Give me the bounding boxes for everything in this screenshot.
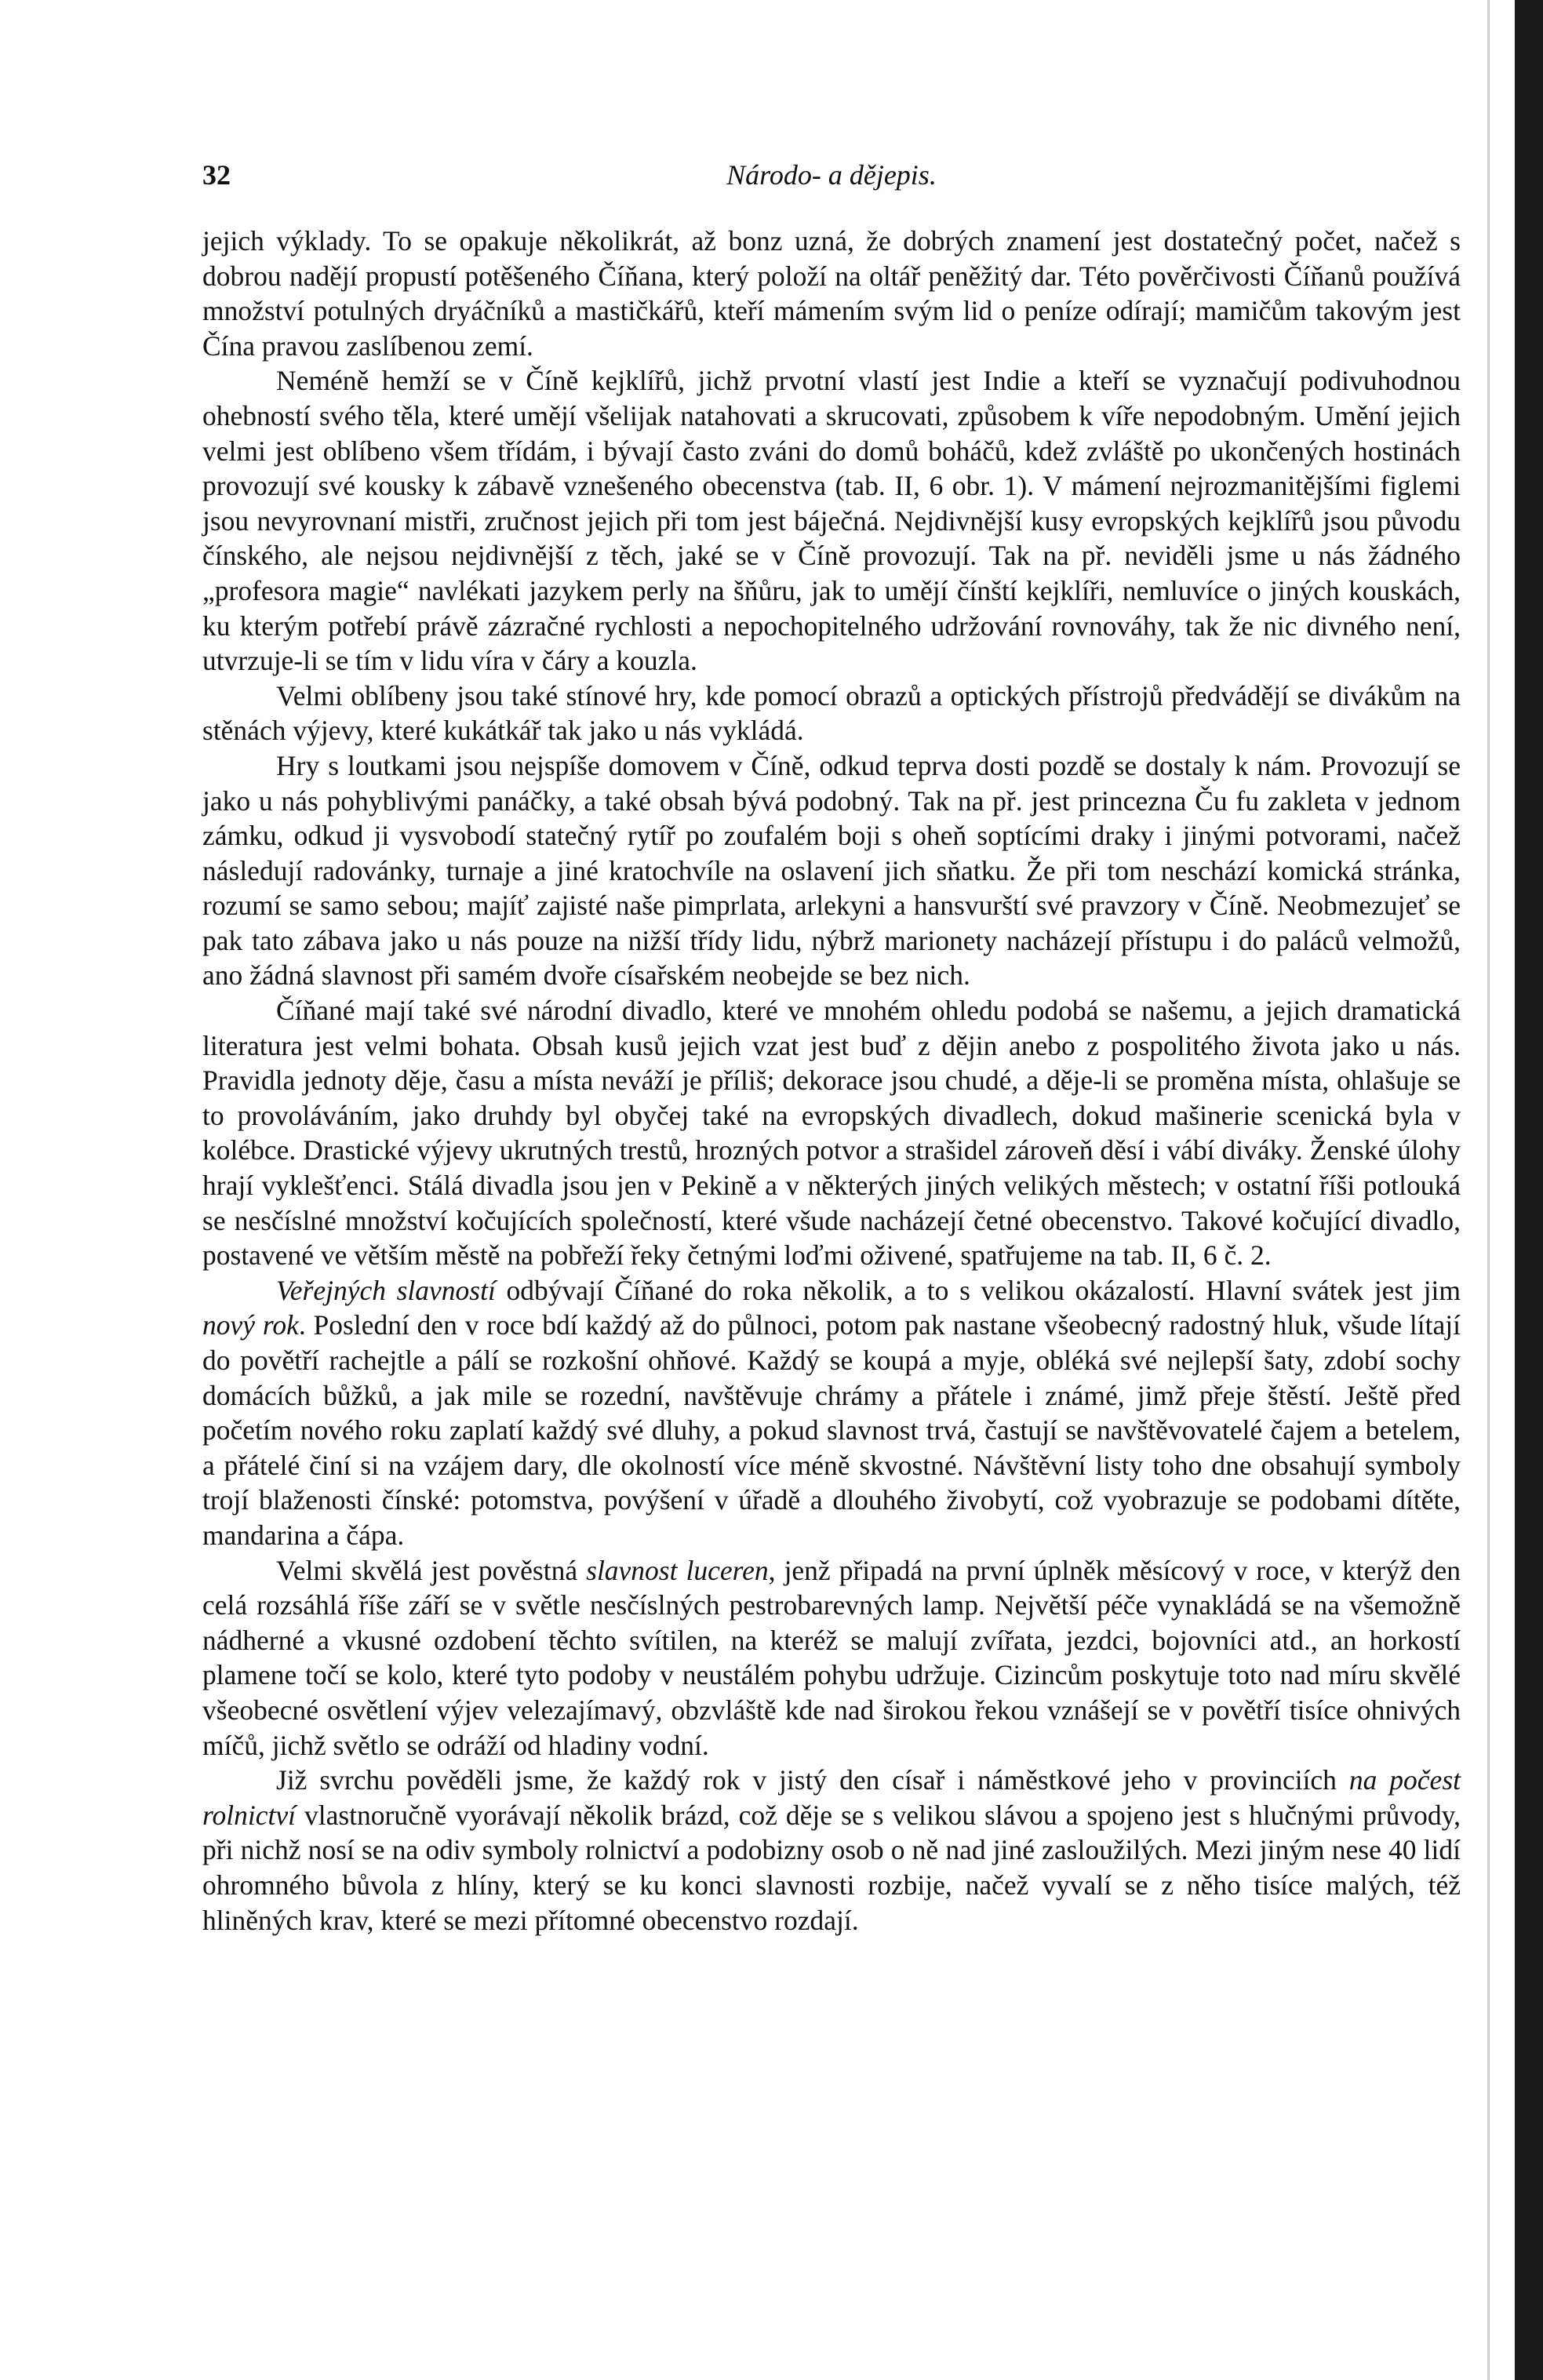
text-run: jejich výklady. To se opakuje několikrát, až bonz uzná, že dobrých znamení jest dostatečný počet, načež s dobrou nadějí propustí potěšeného Číňana, který položí na oltář peněžitý dar. Této pověrčivosti Číňanů používá množství potulných dryáčníků a mastičkářů, kteří mámením svým lid o peníze odírají; mamičům takovým jest Čína pravou zaslíbenou zemí.	[202, 225, 1461, 362]
paragraph	[202, 363, 1461, 678]
italic-term: Veřejných slavností	[276, 1274, 496, 1306]
italic-term: slavnost luceren	[586, 1554, 769, 1586]
scan-dark-edge	[1515, 0, 1543, 2380]
text-run: vlastnoručně vyorávají několik brázd, což děje se s velikou slávou a spojeno jest s hlučnými průvody, při nichž nosí se na odiv symboly rolnictví a podobizny osob o ně nad jiné zasloužilých. Mezi jiným nese 40 lidí ohromného bůvola z hlíny, který se ku konci slavnosti rozbije, načež vyvalí se z něho tisíce malých, též hliněných krav, které se mezi přítomné obecenstvo rozdají.	[202, 1799, 1461, 1936]
page-header	[202, 158, 1461, 206]
text-run: Hry s loutkami jsou nejspíše domovem v Číně, odkud teprva dosti pozdě se dostaly k nám. Provozují se jako u nás pohyblivými panáčky, a také obsah bývá podobný. Tak na př. jest princezna Ču fu zakleta v jednom zámku, odkud ji vysvobodí statečný rytíř po zoufalém boji s oheň soptícími draky i jinými potvorami, načež následují radovánky, turnaje a jiné kratochvíle na oslavení jich sňatku. Že při tom neschází komická stránka, rozumí se samo sebou; mají⁠ť zajisté naše pimprlata, arlekyni a hansvurští své pravzory v Číně. Neobmezuje⁠ť se pak tato zábava jako u nás pouze na nižší třídy lidu, nýbrž marionety nacházejí přístupu i do paláců velmožů, ano žádná slavnost při samém dvoře císařském neobejde se bez nich.	[202, 749, 1461, 992]
body-text	[202, 224, 1461, 1938]
paragraph	[202, 993, 1461, 1273]
paragraph	[202, 1273, 1461, 1553]
text-run: odbývají Číňané do roka několik, a to s velikou okázalostí. Hlavní svátek jest jim	[495, 1274, 1461, 1306]
text-run: Velmi oblíbeny jsou také stínové hry, kde pomocí obrazů a optických přístrojů předvádějí se divákům na stěnách výjevy, které kukátkář tak jako u nás vykládá.	[202, 679, 1461, 747]
text-run: , jenž připadá na první úplněk měsícový v roce, v kterýž den celá rozsáhlá říše září se v světle nesčíslných pestrobarevných lamp. Největší péče vynakládá se na všemožně nádherné a vkusné ozdobení těchto svítilen, na kteréž se malují zvířata, jezdci, bojovníci atd., an horkostí plamene točí se kolo, které tyto podoby v neustálém pohybu udržuje. Cizincům poskytuje toto nad míru skvělé všeobecné osvětlení výjev velezajímavý, obzvláště kde nad širokou řekou vznášejí se v povětří tisíce ohnivých míčů, jichž světlo se odráží od hladiny vodní.	[202, 1554, 1461, 1761]
text-run: Již svrchu pověděli jsme, že každý rok v jistý den císař i náměstkové jeho v provinciích	[276, 1764, 1349, 1796]
running-title: Národo- a dějepis.	[726, 159, 937, 191]
page-number: 32	[202, 159, 231, 191]
paragraph	[202, 748, 1461, 993]
italic-term: nový rok	[202, 1309, 299, 1341]
paragraph	[202, 224, 1461, 363]
paragraph	[202, 1553, 1461, 1763]
text-run: . Poslední den v roce bdí každý až do půlnoci, potom pak nastane všeobecný radostný hluk, všude lítají do povětří rachejtle a pálí se rozkošní ohňové. Každý se koupá a myje, obléká své nejlepší šaty, zdobí sochy domácích bůžků, a jak mile se rozední, navštěvuje chrámy a přátele i známé, jimž přeje štěstí. Ještě před početím nového roku zaplatí každý své dluhy, a pokud slavnost trvá, častují se navštěvovatelé čajem a betelem, a přátelé činí si na vzájem dary, dle okolností více méně skvostné. Návštěvní listy toho dne obsahují symboly trojí blaženosti čínské: potomstva, povýšení v úřadě a dlouhého živobytí, což vyobrazuje se podobami dítěte, mandarina a čápa.	[202, 1309, 1461, 1551]
paragraph	[202, 679, 1461, 748]
text-run: Velmi skvělá jest pověstná	[276, 1554, 587, 1586]
paragraph	[202, 1763, 1461, 1938]
scan-gutter-line	[1487, 0, 1490, 2380]
text-run: Číňané mají také své národní divadlo, které ve mnohém ohledu podobá se našemu, a jejich dramatická literatura jest velmi bohata. Obsah kusů jejich vzat jest buď z dějin anebo z pospolitého života jako u nás. Pravidla jednoty děje, času a místa neváží je příliš; dekorace jsou chudé, a děje-li se proměna místa, ohlašuje se to provoláváním, jako druhdy byl obyčej také na evropských divadlech, dokud mašinerie scenická byla v kolébce. Drastické výjevy ukrutných trestů, hrozných potvor a strašidel zároveň děsí i vábí diváky. Ženské úlohy hrají vyklešťenci. Stálá divadla jsou jen v Pekině a v některých jiných velikých městech; v ostatní říši potlouká se nesčíslné množství kočujících společností, které všude nacházejí četné obecenstvo. Takové kočující divadlo, postavené ve větším městě na pobřeží řeky četnými loďmi oživené, spatřujeme na tab. II, 6 č. 2.	[202, 995, 1461, 1272]
italic-term: na počest rolnictví	[202, 1764, 1461, 1831]
text-run: Neméně hemží se v Číně kejklířů, jichž prvotní vlastí jest Indie a kteří se vyznačují podivuhodnou ohebností svého těla, které umějí všelijak natahovati a skrucovati, způsobem k víře nepodobným. Umění jejich velmi jest oblíbeno všem třídám, i bývají často zváni do domů boháčů, kdež zvláště po ukončených hostinách provozují své kousky k zábavě vznešeného obecenstva (tab. II, 6 obr. 1). V mámení nejrozmanitějšími figlemi jsou nevyrovnaní mistři, zručnost jejich při tom jest báječná. Nejdivnější kusy evropských kejklířů jsou původu čínského, ale nejsou nejdivnější z těch, jaké se v Číně provozují. Tak na př. neviděli jsme u nás žádného „profesora magie“ navlékati jazykem perly na šňůru, jak to umějí čínští kejklíři, nemluvíce o jiných kouskách, ku kterým potřebí právě zázračné rychlosti a nepochopitelného udržování rovnováhy, tak že nic divného není, utvrzuje-li se tím v lidu víra v čáry a kouzla.	[202, 365, 1461, 677]
